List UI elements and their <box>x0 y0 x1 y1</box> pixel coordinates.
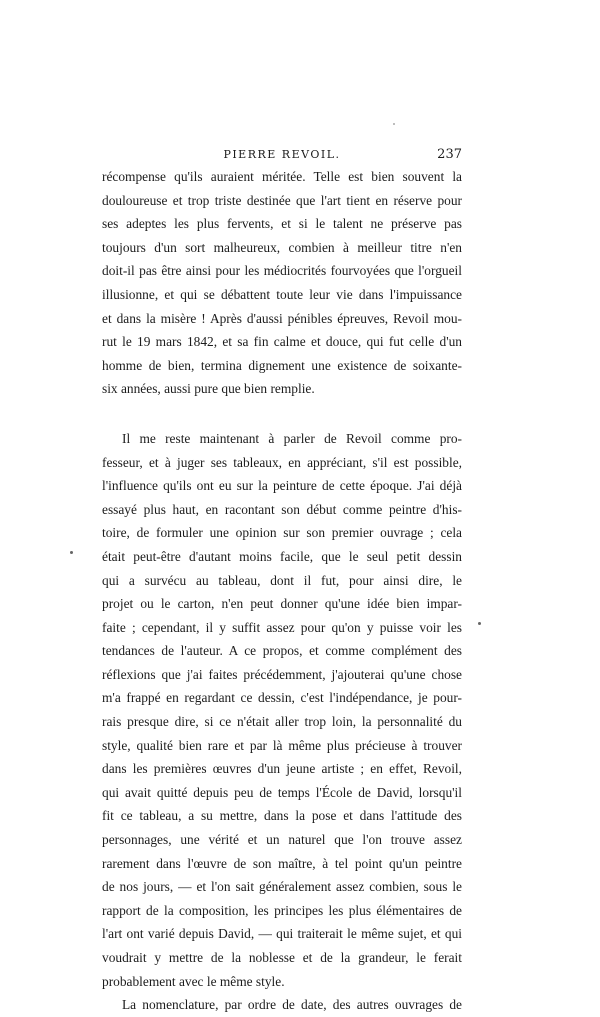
text-line: dans les premières œuvres d'un jeune artiste ; en effet, Revoil, <box>102 761 462 777</box>
paragraph-3 <box>102 993 462 1017</box>
text-line: projet ou le carton, n'en peut donner qu'une idée bien impar- <box>102 596 462 612</box>
paragraph-2 <box>102 427 462 993</box>
page-header <box>102 148 462 166</box>
text-line: m'a frappé en regardant ce dessin, c'est l'indépendance, je pour- <box>102 690 462 706</box>
paper-speck <box>70 551 73 554</box>
text-line: illusionne, et qui se débattent toute leur vie dans l'impuissance <box>102 286 462 302</box>
text-line: toujours d'un sort malheureux, combien à meilleur titre n'en <box>102 239 462 255</box>
text-line: réflexions que j'ai faites précédemment, j'ajouterai qu'une chose <box>102 666 462 682</box>
page-number: 237 <box>437 147 462 162</box>
text-line: fesseur, et à juger ses tableaux, en appréciant, s'il est possible, <box>102 454 462 470</box>
paragraph-1 <box>102 165 462 401</box>
text-line: ses adeptes les plus fervents, et si le talent ne préserve pas <box>102 216 462 232</box>
text-line: douloureuse et trop triste destinée que l'art tient en réserve pour <box>102 192 462 208</box>
text-line: qui avait quitté depuis peu de temps l'École de David, lorsqu'il <box>102 784 462 800</box>
text-line: La nomenclature, par ordre de date, des autres ouvrages de <box>122 997 462 1013</box>
text-line: rapport de la composition, les principes les plus élémentaires de <box>102 902 462 918</box>
text-line: Il me reste maintenant à parler de Revoil comme pro- <box>122 430 462 446</box>
text-line: doit-il pas être ainsi pour les médiocrités fourvoyées que l'orgueil <box>102 263 462 279</box>
paper-speck <box>478 622 481 625</box>
text-line: essayé plus haut, en racontant son début comme peintre d'his- <box>102 501 462 517</box>
text-line: récompense qu'ils auraient méritée. Telle est bien souvent la <box>102 169 462 184</box>
text-line: tendances de l'auteur. A ce propos, et comme complément des <box>102 643 462 659</box>
text-line: six années, aussi pure que bien remplie. <box>102 381 315 397</box>
text-line: et dans la misère ! Après d'aussi pénibles épreuves, Revoil mou- <box>102 310 462 326</box>
paper-speck <box>393 123 395 125</box>
text-line: voudrait y mettre de la noblesse et de la grandeur, le ferait <box>102 950 462 965</box>
text-line: rarement dans l'œuvre de son maître, à tel point qu'un peintre <box>102 855 462 871</box>
text-line: rais presque dire, si ce n'était aller trop loin, la personnalité du <box>102 714 462 730</box>
text-line: de nos jours, — et l'on sait généralement assez combien, sous le <box>102 879 462 895</box>
text-line: rut le 19 mars 1842, et sa fin calme et douce, qui fut celle d'un <box>102 334 462 350</box>
text-line: fit ce tableau, a su mettre, dans la pose et dans l'attitude des <box>102 808 462 824</box>
text-line: homme de bien, termina dignement une existence de soixante- <box>102 357 462 373</box>
text-line: faite ; cependant, il y suffit assez pour qu'on y puisse voir les <box>102 619 462 635</box>
text-line: qui a survécu au tableau, dont il fut, pour ainsi dire, le <box>102 572 462 588</box>
text-line: personnages, une vérité et un naturel que l'on trouve assez <box>102 832 462 848</box>
running-title: PIERRE REVOIL. <box>223 148 341 161</box>
paragraph-gap <box>102 401 462 427</box>
text-line: style, qualité bien rare et par là même plus précieuse à trouver <box>102 737 462 753</box>
text-line: toire, de formuler une opinion sur son premier ouvrage ; cela <box>102 525 462 541</box>
text-line: l'influence qu'ils ont eu sur la peinture de cette époque. J'ai déjà <box>102 478 462 494</box>
body-text <box>102 165 462 1017</box>
text-line: l'art ont varié depuis David, — qui traiterait le même sujet, et qui <box>102 926 462 942</box>
text-line: était peut-être d'autant moins facile, que le seul petit dessin <box>102 548 462 564</box>
text-line: probablement avec le même style. <box>102 973 285 989</box>
